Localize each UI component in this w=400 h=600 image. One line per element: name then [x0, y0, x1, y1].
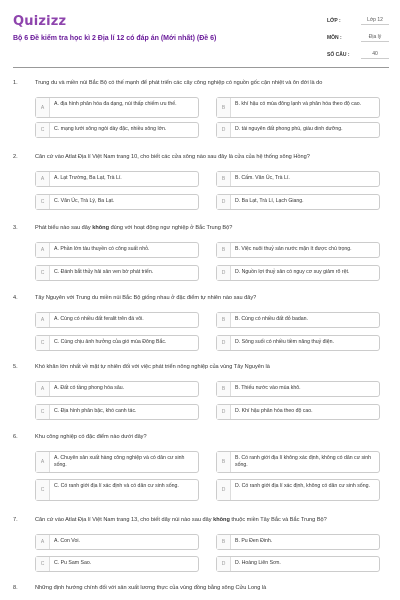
- option-letter: A: [36, 98, 50, 117]
- answer-options: [35, 451, 389, 509]
- option-letter: B: [217, 452, 231, 472]
- option-d[interactable]: [216, 556, 380, 572]
- option-text: B. Việc nuôi thuỷ sản nước mặn ít được chú trọng.: [235, 246, 352, 252]
- option-letter: A: [36, 382, 50, 396]
- answer-options: [35, 534, 389, 578]
- question-number: 8.: [13, 585, 18, 591]
- question-number: 7.: [13, 517, 18, 523]
- option-text: B. Cùng có nhiều đất đỏ badan.: [235, 316, 308, 322]
- option-d[interactable]: [216, 265, 380, 281]
- meta-label: LỚP :: [327, 17, 341, 24]
- option-text: B. Có ranh giới địa lí không xác định, không có dân cư sinh sống.: [235, 455, 372, 468]
- option-letter: C: [36, 123, 50, 137]
- question-text: Phát biểu nào sau đây không đúng với hoạt động ngư nghiệp ở Bắc Trung Bộ?: [35, 225, 233, 231]
- option-a[interactable]: [35, 534, 199, 550]
- question-4: [13, 295, 391, 356]
- question-7: [13, 517, 391, 578]
- option-letter: B: [217, 98, 231, 117]
- option-text: C. Có ranh giới địa lí xác định và có dân cư sinh sống.: [54, 483, 179, 489]
- option-c[interactable]: [35, 556, 199, 572]
- answer-options: [35, 171, 389, 215]
- option-c[interactable]: [35, 122, 199, 138]
- option-letter: A: [36, 172, 50, 186]
- option-text: A. Lạt Trường, Ba Lạt, Trà Lí.: [54, 175, 122, 181]
- meta-value: Địa lý: [361, 34, 389, 42]
- option-letter: B: [217, 313, 231, 327]
- option-letter: B: [217, 172, 231, 186]
- option-text: D. Sông suối có nhiều tiềm năng thuỷ điện.: [235, 339, 334, 345]
- option-letter: B: [217, 382, 231, 396]
- question-1: [13, 80, 391, 143]
- option-text: B. Thiếu nước vào mùa khô.: [235, 385, 301, 391]
- option-letter: C: [36, 336, 50, 350]
- option-text: A. Cùng có nhiều đất feralit trên đá vôi.: [54, 316, 144, 322]
- option-letter: D: [217, 266, 231, 280]
- answer-options: [35, 312, 389, 356]
- question-text: Căn cứ vào Atlat Địa lí Việt Nam trang 13, cho biết dãy núi nào sau đây không thuộc miền Tây Bắc và Bắc Trung Bộ?: [35, 517, 327, 523]
- option-letter: B: [217, 535, 231, 549]
- option-b[interactable]: [216, 381, 380, 397]
- option-a[interactable]: [35, 312, 199, 328]
- option-letter: C: [36, 195, 50, 209]
- question-3: [13, 225, 391, 286]
- option-letter: D: [217, 405, 231, 419]
- option-letter: A: [36, 452, 50, 472]
- option-c[interactable]: [35, 194, 199, 210]
- meta-label: MÔN :: [327, 34, 342, 41]
- option-a[interactable]: [35, 381, 199, 397]
- option-text: D. Hoàng Liên Sơn.: [235, 560, 281, 566]
- option-d[interactable]: [216, 194, 380, 210]
- option-letter: C: [36, 480, 50, 500]
- option-text: C. Địa hình phân bậc, khó canh tác.: [54, 408, 137, 414]
- meta-value: Lớp 12: [361, 17, 389, 25]
- answer-options: [35, 242, 389, 286]
- meta-row-count: [327, 46, 389, 63]
- question-number: 5.: [13, 364, 18, 370]
- option-letter: A: [36, 243, 50, 257]
- question-8: [13, 585, 391, 592]
- question-text: Khu công nghiệp có đặc điểm nào dưới đây?: [35, 434, 147, 440]
- question-text: Tây Nguyên với Trung du miền núi Bắc Bộ giống nhau ở đặc điểm tự nhiên nào sau đây?: [35, 295, 257, 301]
- option-text: C. Đánh bắt thủy hải sản ven bờ phát triển.: [54, 269, 154, 275]
- option-b[interactable]: [216, 534, 380, 550]
- question-number: 4.: [13, 295, 18, 301]
- question-number: 1.: [13, 80, 18, 86]
- option-d[interactable]: [216, 122, 380, 138]
- option-letter: D: [217, 123, 231, 137]
- option-a[interactable]: [35, 171, 199, 187]
- option-text: B. khí hậu có mùa đông lạnh và phân hóa theo độ cao.: [235, 101, 362, 107]
- meta-label: SỐ CÂU :: [327, 51, 350, 58]
- meta-value: 40: [361, 51, 389, 59]
- meta-row-subject: [327, 29, 389, 46]
- option-b[interactable]: [216, 97, 380, 118]
- question-text: Trung du và miền núi Bắc Bộ có thế mạnh để phát triển các cây công nghiệp có nguồn gốc cận nhiệt và ôn đới là do: [35, 80, 323, 86]
- option-d[interactable]: [216, 479, 380, 501]
- option-c[interactable]: [35, 479, 199, 501]
- option-b[interactable]: [216, 312, 380, 328]
- option-letter: D: [217, 195, 231, 209]
- worksheet-header: [0, 0, 400, 70]
- option-a[interactable]: [35, 451, 199, 473]
- option-c[interactable]: [35, 265, 199, 281]
- option-letter: D: [217, 336, 231, 350]
- option-a[interactable]: [35, 242, 199, 258]
- option-text: C. mạng lưới sông ngòi dày đặc, nhiều sông lớn.: [54, 126, 167, 132]
- option-letter: A: [36, 535, 50, 549]
- option-text: D. Ba Lạt, Trà Lí, Lạch Giang.: [235, 198, 304, 204]
- option-letter: B: [217, 243, 231, 257]
- option-text: A. Chuyên sản xuất hàng công nghiệp và có dân cư sinh sống.: [54, 455, 185, 468]
- option-b[interactable]: [216, 451, 380, 473]
- option-letter: A: [36, 313, 50, 327]
- option-b[interactable]: [216, 171, 380, 187]
- question-6: [13, 434, 391, 509]
- option-text: C. Cùng chịu ảnh hưởng của gió mùa Đông Bắc.: [54, 339, 167, 345]
- option-text: A. địa hình phân hóa đa dạng, núi thấp chiếm ưu thế.: [54, 101, 177, 107]
- option-a[interactable]: [35, 97, 199, 118]
- option-text: D. Khí hậu phân hóa theo độ cao.: [235, 408, 313, 414]
- option-text: D. Nguồn lợi thuỷ sản có nguy cơ suy giảm rõ rệt.: [235, 269, 350, 275]
- quizizz-logo: Quizizz: [13, 14, 67, 29]
- option-letter: D: [217, 480, 231, 500]
- option-b[interactable]: [216, 242, 380, 258]
- question-2: [13, 154, 391, 215]
- option-text: C. Pu Sam Sao.: [54, 560, 92, 566]
- option-c[interactable]: [35, 335, 199, 351]
- option-text: C. Văn Úc, Trà Lý, Ba Lạt.: [54, 198, 115, 204]
- option-text: A. Đất có tầng phong hóa sâu.: [54, 385, 125, 391]
- option-c[interactable]: [35, 404, 199, 420]
- answer-options: [35, 381, 389, 425]
- question-5: [13, 364, 391, 425]
- option-letter: D: [217, 557, 231, 571]
- option-letter: C: [36, 557, 50, 571]
- option-text: D. Có ranh giới địa lí xác định, không có dân cư sinh sống.: [235, 483, 370, 489]
- question-text: Những định hướng chính đối với sản xuất lương thực của vùng đồng bằng sông Cửu Long là: [35, 585, 267, 591]
- worksheet-title: Bộ 6 Đề kiểm tra học kì 2 Địa lí 12 có đáp án (Mới nhất) (Đề 6): [13, 35, 217, 42]
- question-number: 6.: [13, 434, 18, 440]
- header-divider: [13, 67, 389, 68]
- option-text: B. Cấm. Văn Úc, Trà Lí.: [235, 175, 290, 181]
- question-number: 2.: [13, 154, 18, 160]
- meta-row-grade: [327, 12, 389, 29]
- option-letter: C: [36, 405, 50, 419]
- option-d[interactable]: [216, 335, 380, 351]
- answer-options: [35, 97, 389, 143]
- question-text: Căn cứ vào Atlat Địa lí Việt Nam trang 10, cho biết các cửa sông nào sau đây là cửa của hệ thống sông Hồng?: [35, 154, 310, 160]
- option-d[interactable]: [216, 404, 380, 420]
- option-text: A. Con Voi.: [54, 538, 80, 544]
- option-letter: C: [36, 266, 50, 280]
- question-number: 3.: [13, 225, 18, 231]
- option-text: B. Pu Đen Đinh.: [235, 538, 273, 544]
- question-text: Khó khăn lớn nhất về mặt tự nhiên đối với việc phát triển nông nghiệp của vùng Tây Nguyên là: [35, 364, 270, 370]
- option-text: A. Phần lớn tàu thuyền có công suất nhỏ.: [54, 246, 150, 252]
- option-text: D. tài nguyên đất phong phú, giàu dinh dưỡng.: [235, 126, 343, 132]
- worksheet-meta: [327, 12, 389, 63]
